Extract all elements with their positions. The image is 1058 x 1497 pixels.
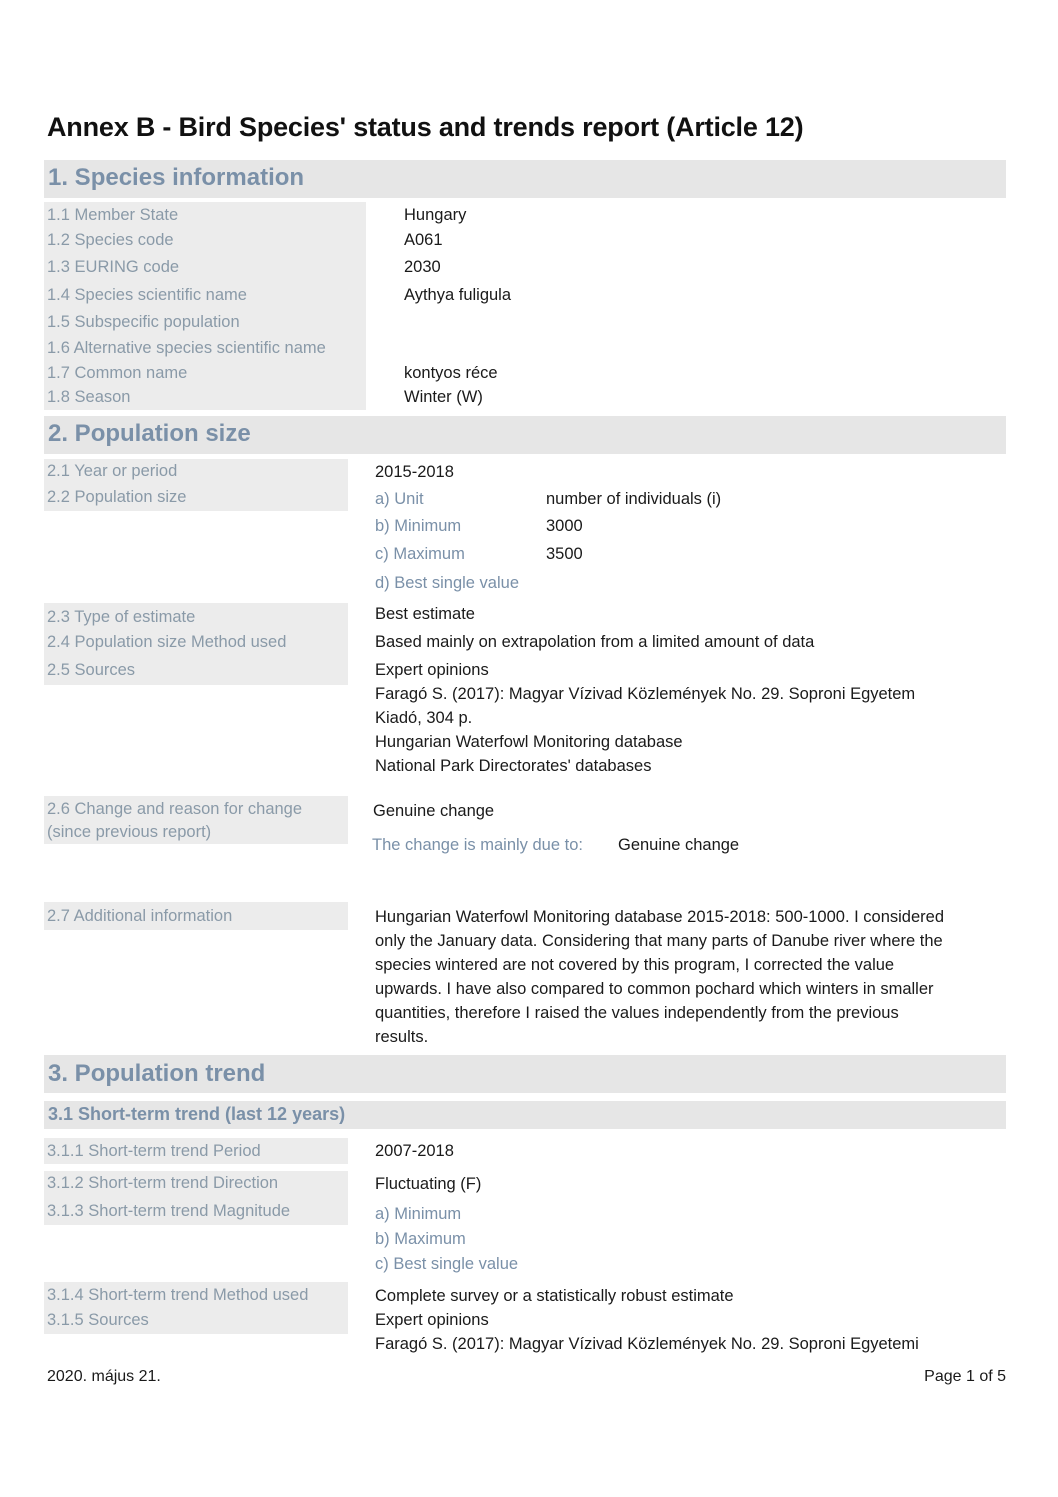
additional-info-line: upwards. I have also compared to common pochard which winters in smaller <box>375 980 934 998</box>
best-single-value-label: d) Best single value <box>375 574 519 592</box>
size-method-label: 2.4 Population size Method used <box>47 633 287 651</box>
section-1-header <box>44 160 1006 198</box>
additional-info-text <box>375 905 1007 1049</box>
trend-source-item: Expert opinions <box>375 1311 489 1329</box>
scientific-name-label: 1.4 Species scientific name <box>47 286 247 304</box>
short-term-trend-header <box>44 1101 1006 1129</box>
subspecific-population-label: 1.5 Subspecific population <box>47 313 240 331</box>
short-term-trend-title: 3.1 Short-term trend (last 12 years) <box>48 1104 346 1124</box>
section-2-title: 2. Population size <box>48 420 251 447</box>
additional-info-label: 2.7 Additional information <box>47 907 233 925</box>
change-due-label: The change is mainly due to: <box>372 836 583 854</box>
section-1-title: 1. Species information <box>48 164 305 191</box>
member-state-label: 1.1 Member State <box>47 206 179 224</box>
section-3-header <box>44 1055 1006 1093</box>
minimum-value: 3000 <box>546 517 583 535</box>
trend-best-single-value-label: c) Best single value <box>375 1255 519 1273</box>
species-code-label: 1.2 Species code <box>47 231 174 249</box>
species-code-value: A061 <box>404 231 443 249</box>
additional-info-line: Hungarian Waterfowl Monitoring database 2015-2018: 500-1000. I considered <box>375 908 945 926</box>
change-due-value: Genuine change <box>618 836 740 854</box>
scientific-name-value: Aythya fuligula <box>404 286 512 304</box>
additional-info-line: only the January data. Considering that many parts of Danube river where the <box>375 932 943 950</box>
member-state-value: Hungary <box>404 206 467 224</box>
euring-code-value: 2030 <box>404 258 441 276</box>
size-source-item: Faragó S. (2017): Magyar Vízivad Közlemények No. 29. Soproni Egyetem <box>375 685 916 703</box>
trend-magnitude-label: 3.1.3 Short-term trend Magnitude <box>47 1202 291 1220</box>
trend-direction-value: Fluctuating (F) <box>375 1175 482 1193</box>
size-source-item: National Park Directorates' databases <box>375 757 652 775</box>
size-sources-label: 2.5 Sources <box>47 661 136 679</box>
season-label: 1.8 Season <box>47 388 131 406</box>
additional-info-line: quantities, therefore I raised the values independently from the previous <box>375 1004 899 1022</box>
population-size-label: 2.2 Population size <box>47 488 187 506</box>
section-2-header <box>44 416 1006 454</box>
year-period-value: 2015-2018 <box>375 463 454 481</box>
unit-value: number of individuals (i) <box>546 490 722 508</box>
maximum-value: 3500 <box>546 545 583 563</box>
trend-source-item: Faragó S. (2017): Magyar Vízivad Közlemények No. 29. Soproni Egyetemi <box>375 1335 919 1353</box>
trend-period-value: 2007-2018 <box>375 1142 454 1160</box>
size-source-item: Hungarian Waterfowl Monitoring database <box>375 733 683 751</box>
size-source-item: Expert opinions <box>375 661 489 679</box>
additional-info-line: species wintered are not covered by this program, I corrected the value <box>375 956 895 974</box>
additional-info-line: results. <box>375 1028 429 1046</box>
trend-maximum-label: b) Maximum <box>375 1230 466 1248</box>
change-label-line-1: 2.6 Change and reason for change <box>47 800 303 818</box>
type-of-estimate-label: 2.3 Type of estimate <box>47 608 196 626</box>
alternative-name-label: 1.6 Alternative species scientific name <box>47 339 326 357</box>
trend-method-value: Complete survey or a statistically robust estimate <box>375 1287 734 1305</box>
document-title: Annex B - Bird Species' status and trends report (Article 12) <box>47 112 804 142</box>
change-value: Genuine change <box>373 802 495 820</box>
maximum-label: c) Maximum <box>375 545 465 563</box>
footer-date: 2020. május 21. <box>47 1368 161 1385</box>
season-value: Winter (W) <box>404 388 483 406</box>
year-period-label: 2.1 Year or period <box>47 462 178 480</box>
euring-code-label: 1.3 EURING code <box>47 258 180 276</box>
common-name-value: kontyos réce <box>404 364 498 382</box>
trend-period-label: 3.1.1 Short-term trend Period <box>47 1142 261 1160</box>
unit-label: a) Unit <box>375 490 424 508</box>
size-method-value: Based mainly on extrapolation from a limited amount of data <box>375 633 815 651</box>
trend-sources-label: 3.1.5 Sources <box>47 1311 149 1329</box>
type-of-estimate-value: Best estimate <box>375 605 475 623</box>
trend-direction-label: 3.1.2 Short-term trend Direction <box>47 1174 279 1192</box>
trend-method-label: 3.1.4 Short-term trend Method used <box>47 1286 309 1304</box>
minimum-label: b) Minimum <box>375 517 462 535</box>
change-label-line-2: (since previous report) <box>47 823 212 841</box>
common-name-label: 1.7 Common name <box>47 364 188 382</box>
trend-minimum-label: a) Minimum <box>375 1205 462 1223</box>
footer-page-number: Page 1 of 5 <box>924 1368 1006 1385</box>
size-source-item: Kiadó, 304 p. <box>375 709 473 727</box>
section-3-title: 3. Population trend <box>48 1060 266 1087</box>
